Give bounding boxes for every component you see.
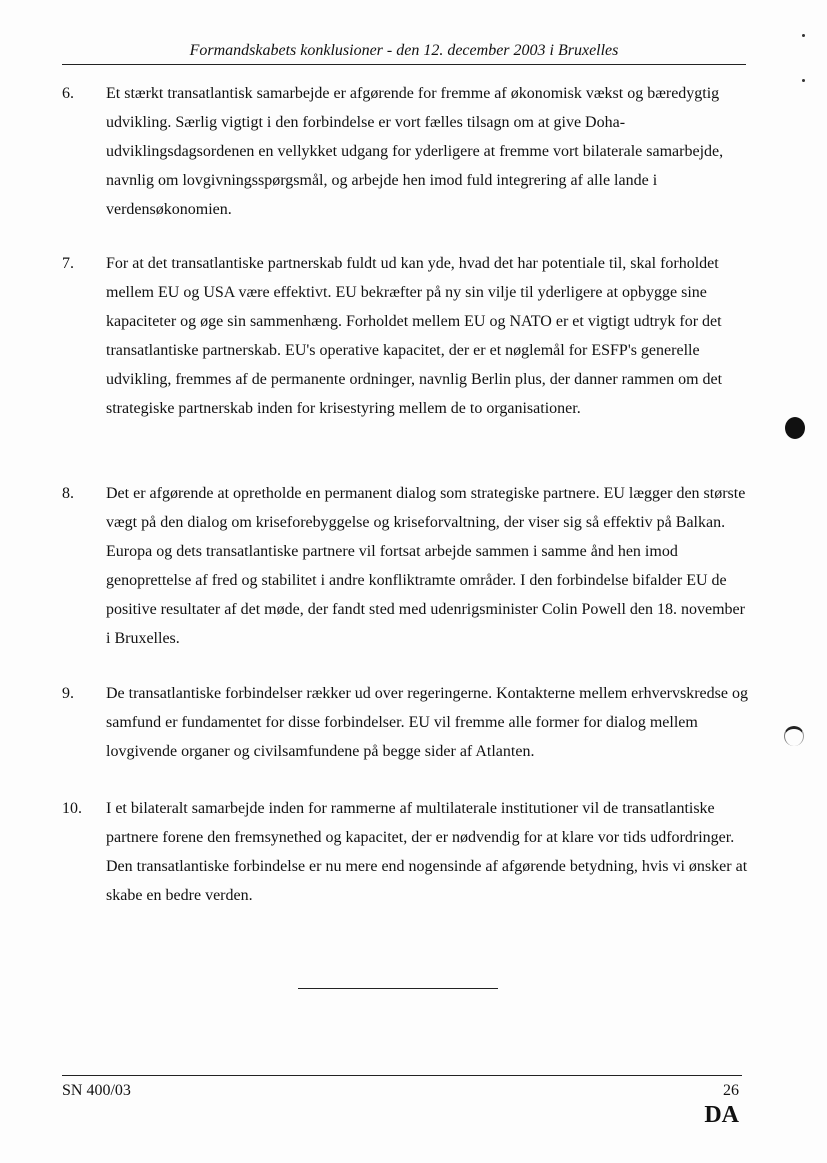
punch-hole-ring-mark <box>784 726 804 746</box>
footer-divider <box>62 1075 742 1076</box>
paragraph-number: 8. <box>62 485 74 502</box>
paragraph-text: I et bilateralt samarbejde inden for rammerne af multilaterale institutioner vil de transatlantiske partnere forene den fremsynethed og kapacitet, der er nødvendig for at klare vor tids udfordringer. Den transatlantiske forbindelse er nu mere end nogensinde af afgørende betydning, hvis vi ønsker at skabe en bedre verden. <box>106 800 748 904</box>
header-divider <box>62 64 746 65</box>
paragraph-text: For at det transatlantiske partnerskab fuldt ud kan yde, hvad det har potentiale til, skal forholdet mellem EU og USA være effektivt. EU bekræfter på ny sin vilje til yderligere at opbygge sine kapaciteter og øge sin sammenhæng. Forholdet mellem EU og NATO er et vigtigt udtryk for det transatlantiske partnerskab. EU's operative kapacitet, der er et nøglemål for ESFP's generelle udvikling, fremmes af de permanente ordninger, navnlig Berlin plus, der danner rammen om det strategiske partnerskab inden for krisestyring mellem de to organisationer. <box>106 255 723 417</box>
paragraph-text: De transatlantiske forbindelser rækker ud over regeringerne. Kontakterne mellem erhvervskredse og samfund er fundamentet for disse forbindelser. EU vil fremme alle former for dialog mellem lovgivende organer og civilsamfundene på begge sider af Atlanten. <box>106 685 748 760</box>
footer-document-code: SN 400/03 <box>62 1082 131 1099</box>
footer-language-code: DA <box>704 1102 739 1128</box>
paragraph-number: 7. <box>62 255 74 272</box>
page-header-title: Formandskabets konklusioner - den 12. december 2003 i Bruxelles <box>189 42 619 59</box>
paragraph-text: Det er afgørende at opretholde en permanent dialog som strategiske partnere. EU lægger den største vægt på den dialog om kriseforebyggelse og kriseforvaltning, der viser sig så effektiv på Balkan. Europa og dets transatlantiske partnere vil fortsat arbejde sammen i samme ånd hen imod genoprettelse af fred og stabilitet i andre konfliktramte områder. I den forbindelse bifalder EU de positive resultater af det møde, der fandt sted med udenrigsminister Colin Powell den 18. november i Bruxelles. <box>106 485 746 647</box>
end-of-text-rule <box>298 988 498 989</box>
paragraph-number: 9. <box>62 685 74 702</box>
scan-speck <box>802 34 805 37</box>
footer-page-number: 26 <box>723 1082 739 1099</box>
paragraph-number: 6. <box>62 85 74 102</box>
punch-hole-mark <box>785 417 805 439</box>
paragraph-text: Et stærkt transatlantisk samarbejde er afgørende for fremme af økonomisk vækst og bæredygtig udvikling. Særlig vigtigt i den forbindelse er vort fælles tilsagn om at give Doha-udviklingsdagsordenen en vellykket udgang for yderligere at fremme vort bilaterale samarbejde, navnlig om lovgivningsspørgsmål, og arbejde hen imod fuld integrering af alle lande i verdensøkonomien. <box>106 85 724 218</box>
scan-speck <box>802 79 805 82</box>
paragraph-number: 10. <box>62 800 82 817</box>
